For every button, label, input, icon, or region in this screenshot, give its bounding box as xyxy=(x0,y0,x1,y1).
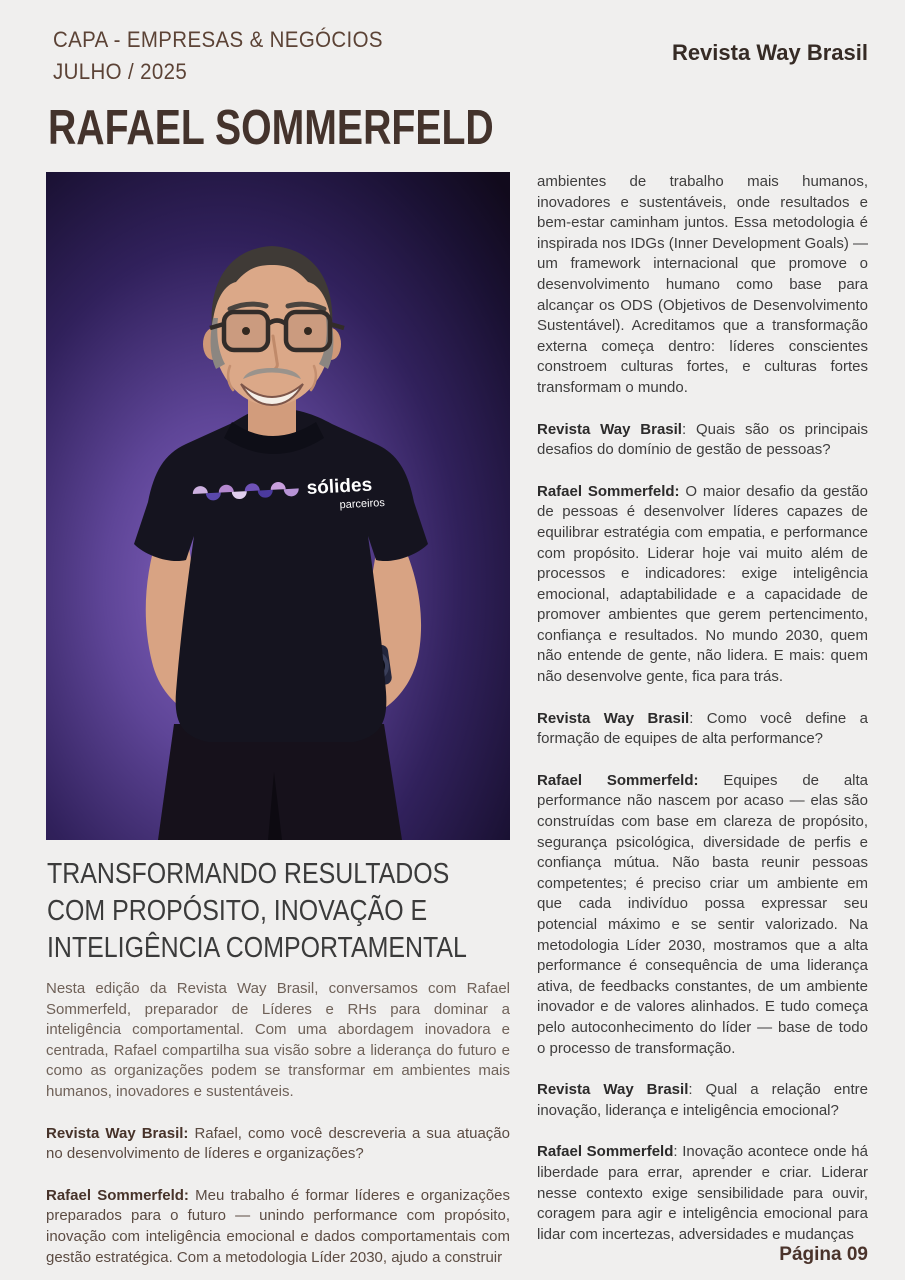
paragraph-text: ambientes de trabalho mais humanos, inovadores e sustentáveis, onde resultados e bem-estar caminham juntos. Essa metodologia é inspirada nos IDGs (Inner Development Goals) — um framework internacional que promove o desenvolvimento humano como base para alcançar os ODS (Objetivos de Desenvolvimento Sustentável). Acreditamos que a transformação externa começa dentro: líderes conscientes constroem culturas fortes, e culturas fortes transformam o mundo. xyxy=(537,173,868,396)
interview-answer xyxy=(537,771,868,1059)
portrait-photo xyxy=(46,172,510,840)
eye-right xyxy=(304,327,312,335)
logo-subtext: parceiros xyxy=(339,496,386,512)
right-column xyxy=(537,172,868,1280)
answer-text: Equipes de alta performance não nascem por acaso — elas são construídas com base em clareza de propósito, segurança psicológica, diversidade de perfis e confiança mútua. Não basta reunir pessoas competentes; é preciso criar um ambiente em que cada indivíduo possa expressar seu potencial máximo e se sentir valorizado. Na metodologia Líder 2030, mostramos que a alta performance é consequência de uma liderança ativa, de feedbacks constantes, de um ambiente inovador e de valores alinhados. E tudo começa pelo autoconhecimento do líder — base de todo o processo de transformação. xyxy=(537,771,869,1057)
left-column xyxy=(46,172,510,1280)
category-label: CAPA - EMPRESAS & NEGÓCIOS xyxy=(53,27,383,52)
issue-date: JULHO / 2025 xyxy=(53,59,188,84)
speaker-label: Revista Way Brasil xyxy=(537,420,682,438)
question-text: : Quais são os principais desafios do domínio de gestão de pessoas? xyxy=(537,420,868,459)
speaker-label: Rafael Sommerfeld xyxy=(537,1143,674,1161)
interview-question xyxy=(537,1080,868,1121)
magazine-brand: Revista Way Brasil xyxy=(671,40,868,65)
question-text: : Como você define a formação de equipes de alta performance? xyxy=(537,709,868,748)
speaker-label: Revista Way Brasil xyxy=(537,1081,689,1099)
speaker-label: Rafael Sommerfeld: xyxy=(537,771,699,789)
eye-left xyxy=(242,327,250,335)
content-columns xyxy=(0,172,905,1280)
intro-paragraph: Nesta edição da Revista Way Brasil, conversamos com Rafael Sommerfeld, preparador de Líderes e RHs para dominar a inteligência comportamental. Com uma abordagem inovadora e centrada, Rafael compartilha sua visão sobre a liderança do futuro e como as organizações podem se transformar em ambientes mais humanos, inovadores e sustentáveis. xyxy=(46,980,510,1100)
article-headline xyxy=(47,856,467,967)
interview-question xyxy=(46,1124,510,1165)
question-text: Rafael, como você descreveria a sua atuação no desenvolvimento de líderes e organizações? xyxy=(46,1124,510,1163)
page-number: Página 09 xyxy=(779,1244,868,1265)
answer-text: O maior desafio da gestão de pessoas é desenvolver líderes capazes de equilibrar estratégia com empatia, e performance com propósito. Liderar hoje vai muito além de processos e indicadores: exige inteligência emocional, adaptabilidade e a capacidade de promover ambientes que gerem pertencimento, confiança e resultados. No mundo 2030, quem não entende de gente, não lidera. E mais: quem não desenvolve gente, fica para trás. xyxy=(537,482,868,686)
headline-line: TRANSFORMANDO RESULTADOS xyxy=(47,858,450,890)
speaker-label: Rafael Sommerfeld: xyxy=(46,1186,189,1204)
page-title: RAFAEL SOMMERFELD xyxy=(48,101,494,155)
headline-line: INTELIGÊNCIA COMPORTAMENTAL xyxy=(47,932,467,964)
answer-text: : Inovação acontece onde há liberdade para errar, aprender e criar. Liderar nesse contexto exige sensibilidade para ouvir, coragem para agir e inteligência emocional para lidar com incertezas, adversidades e mudanças xyxy=(537,1143,868,1243)
kicker xyxy=(53,24,383,88)
interview-answer xyxy=(537,482,868,688)
page-header xyxy=(0,0,905,88)
speaker-label: Rafael Sommerfeld: xyxy=(537,482,680,500)
interview-question xyxy=(537,420,868,461)
interview-answer xyxy=(46,1186,510,1268)
interview-answer xyxy=(537,1142,868,1245)
speaker-label: Revista Way Brasil: xyxy=(46,1124,189,1142)
answer-text: Meu trabalho é formar líderes e organizações preparados para o futuro — unindo performance com propósito, inovação com inteligência emocional e dados comportamentais com gestão estratégica. Com a metodologia Líder 2030, ajudo a construir xyxy=(46,1186,511,1266)
headline-line: COM PROPÓSITO, INOVAÇÃO E xyxy=(47,895,428,927)
speaker-label: Revista Way Brasil xyxy=(537,709,690,727)
interview-question xyxy=(537,709,868,750)
article-continuation-paragraph xyxy=(537,172,868,399)
portrait-illustration xyxy=(46,172,510,840)
logo-wordmark: sólides xyxy=(306,474,373,499)
question-text: : Qual a relação entre inovação, liderança e inteligência emocional? xyxy=(537,1081,868,1119)
